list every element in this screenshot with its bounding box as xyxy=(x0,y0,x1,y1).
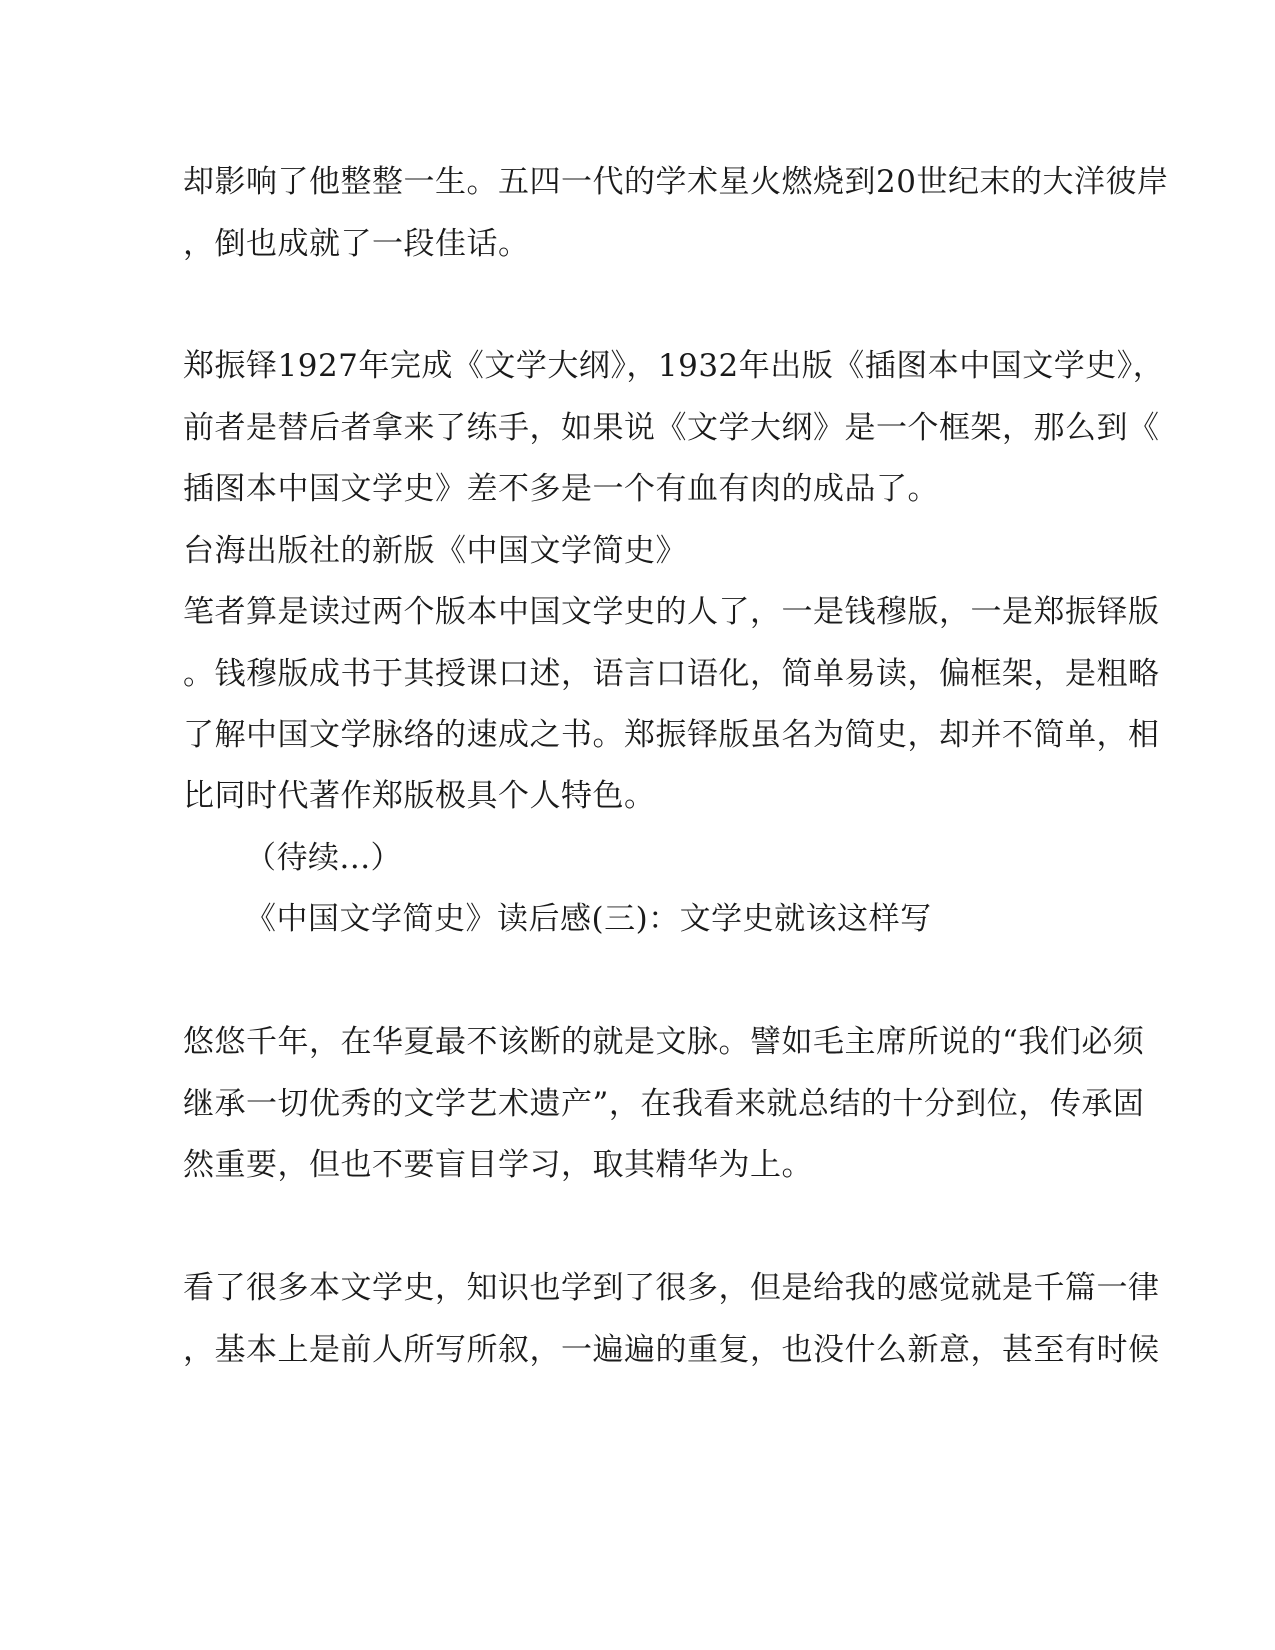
paragraph-line: ，基本上是前人所写所叙，一遍遍的重复，也没什么新意，甚至有时候 xyxy=(183,1332,1160,1368)
paragraph-line: 前者是替后者拿来了练手，如果说《文学大纲》是一个框架，那么到《 xyxy=(183,410,1160,446)
to-be-continued: （待续...） xyxy=(245,840,403,876)
paragraph-line: 看了很多本文学史，知识也学到了很多，但是给我的感觉就是千篇一律 xyxy=(183,1270,1160,1306)
paragraph-line: 郑振铎1927年完成《文学大纲》，1932年出版《插图本中国文学史》， xyxy=(183,348,1165,384)
paragraph-line: 。钱穆版成书于其授课口述，语言口语化，简单易读，偏框架，是粗略 xyxy=(183,656,1160,692)
paragraph-line: 悠悠千年，在华夏最不该断的就是文脉。譬如毛主席所说的“我们必须 xyxy=(183,1024,1145,1060)
paragraph-line: 比同时代著作郑版极具个人特色。 xyxy=(183,778,656,814)
section-caption: 台海出版社的新版《中国文学简史》 xyxy=(183,533,687,569)
section-heading: 《中国文学简史》读后感(三)：文学史就该这样写 xyxy=(245,901,932,937)
paragraph-line: ，倒也成就了一段佳话。 xyxy=(183,226,530,262)
paragraph-line: 却影响了他整整一生。五四一代的学术星火燃烧到20世纪末的大洋彼岸 xyxy=(183,164,1169,200)
paragraph-line: 了解中国文学脉络的速成之书。郑振铎版虽名为简史，却并不简单，相 xyxy=(183,717,1160,753)
paragraph-line: 笔者算是读过两个版本中国文学史的人了，一是钱穆版，一是郑振铎版 xyxy=(183,594,1160,630)
paragraph-line: 然重要，但也不要盲目学习，取其精华为上。 xyxy=(183,1147,813,1183)
paragraph-line: 插图本中国文学史》差不多是一个有血有肉的成品了。 xyxy=(183,471,939,507)
paragraph-line: 继承一切优秀的文学艺术遗产”，在我看来就总结的十分到位，传承固 xyxy=(183,1086,1145,1122)
